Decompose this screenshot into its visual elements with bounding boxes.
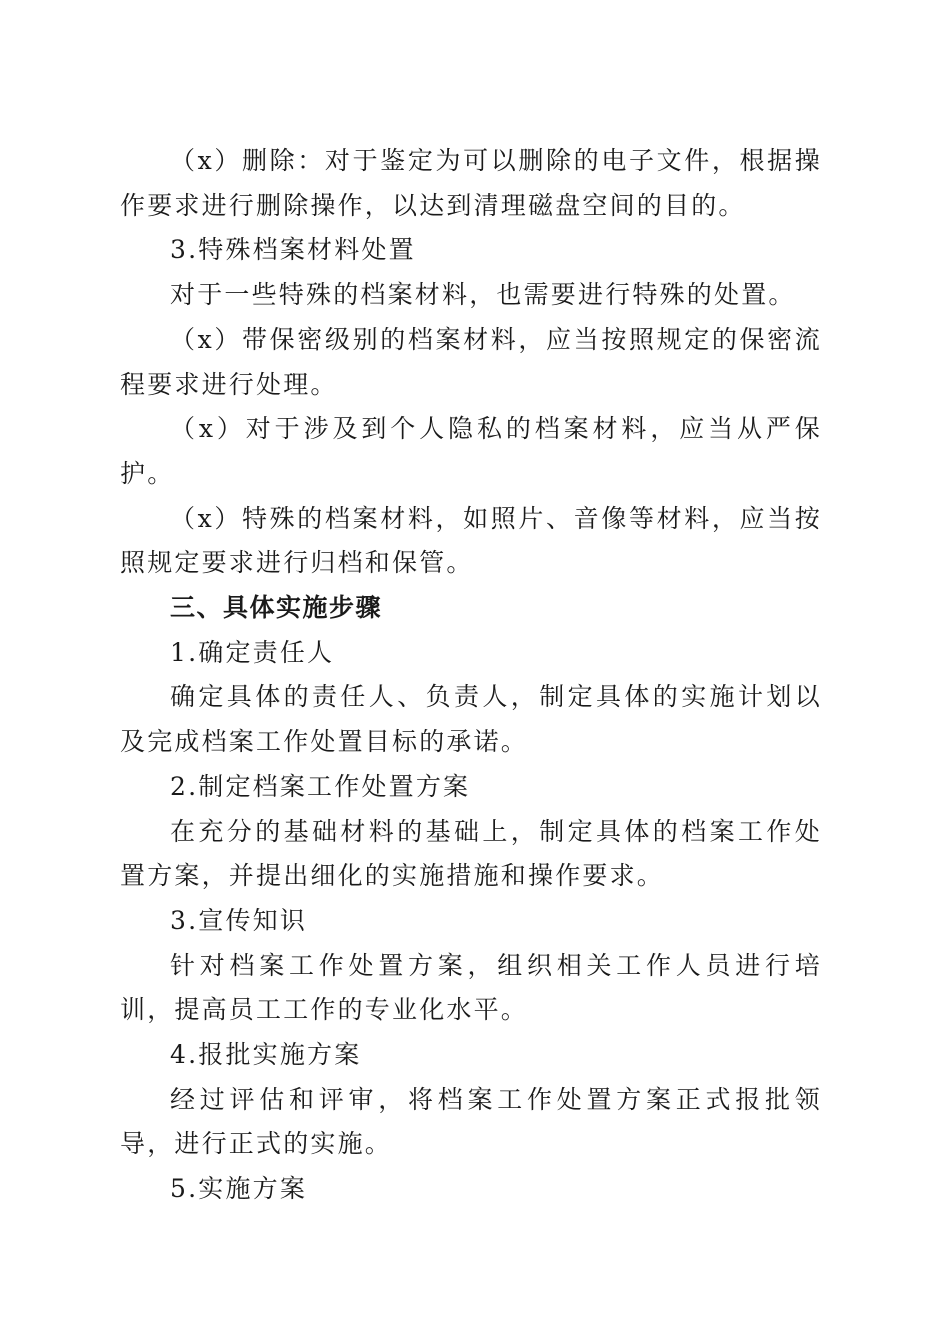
paragraph-publicity: 针对档案工作处置方案，组织相关工作人员进行培训，提高员工工作的专业化水平。 bbox=[120, 950, 822, 1025]
document-body bbox=[120, 139, 822, 1212]
section-heading-implementation: 三、具体实施步骤 bbox=[170, 593, 383, 623]
paragraph-approval: 经过评估和评审，将档案工作处置方案正式报批领导，进行正式的实施。 bbox=[120, 1084, 822, 1159]
paragraph-delete-files: （x）删除：对于鉴定为可以删除的电子文件，根据操作要求进行删除操作，以达到清理磁盘空间的目的。 bbox=[120, 146, 822, 220]
subheading-make-plan: 2.制定档案工作处置方案 bbox=[170, 771, 471, 801]
paragraph-special-intro: 对于一些特殊的档案材料，也需要进行特殊的处置。 bbox=[170, 280, 796, 310]
paragraph-photo-audio: （x）特殊的档案材料，如照片、音像等材料，应当按照规定要求进行归档和保管。 bbox=[120, 503, 822, 578]
subheading-implementation-plan: 5.实施方案 bbox=[170, 1174, 308, 1204]
paragraph-privacy: （x）对于涉及到个人隐私的档案材料，应当从严保护。 bbox=[120, 414, 822, 488]
paragraph-make-plan: 在充分的基础材料的基础上，制定具体的档案工作处置方案，并提出细化的实施措施和操作要求。 bbox=[120, 816, 822, 891]
paragraph-confidential: （x）带保密级别的档案材料，应当按照规定的保密流程要求进行处理。 bbox=[120, 324, 822, 399]
subheading-approval: 4.报批实施方案 bbox=[170, 1040, 362, 1070]
subheading-publicity: 3.宣传知识 bbox=[170, 905, 308, 935]
paragraph-responsible-person: 确定具体的责任人、负责人，制定具体的实施计划以及完成档案工作处置目标的承诺。 bbox=[120, 682, 822, 757]
subheading-responsible-person: 1.确定责任人 bbox=[170, 637, 335, 667]
subheading-special-materials: 3.特殊档案材料处置 bbox=[170, 235, 416, 265]
